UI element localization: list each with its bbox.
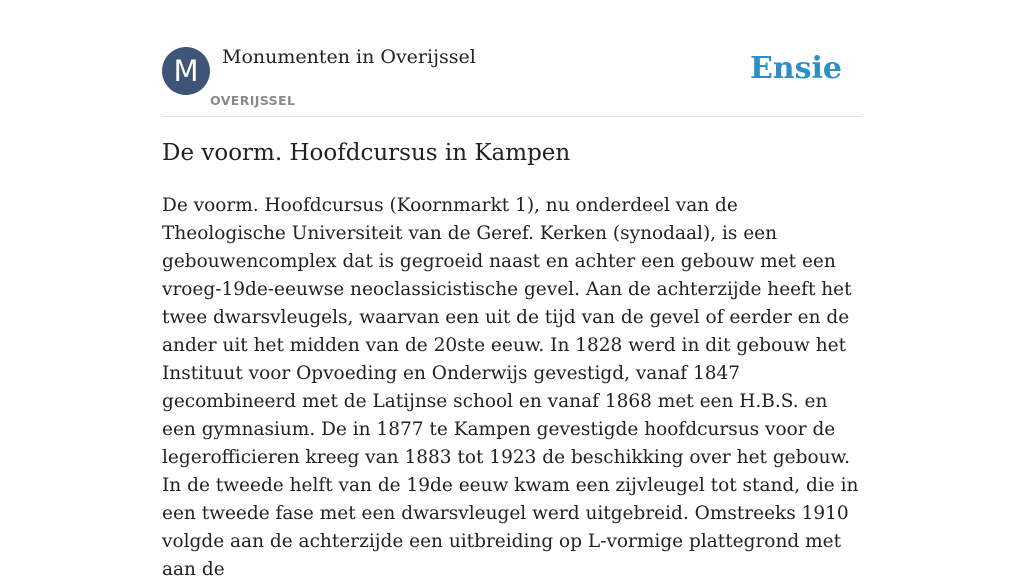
collection-title[interactable]: Monumenten in Overijssel	[222, 46, 476, 68]
brand-logo[interactable]: Ensie	[749, 51, 842, 86]
header	[162, 46, 862, 117]
collection-avatar[interactable]: M	[162, 47, 210, 95]
category-label[interactable]: OVERIJSSEL	[210, 93, 296, 108]
article-title: De voorm. Hoofdcursus in Kampen	[162, 140, 571, 166]
article-body: De voorm. Hoofdcursus (Koornmarkt 1), nu onderdeel van de Theologische Universiteit van de Geref. Kerken (synodaal), is een gebouwencomplex dat is gegroeid naast en achter een gebouw met een vroeg-19de-eeuwse neoclassicistische gevel. Aan de achterzijde heeft het twee dwarsvleugels, waarvan een uit de tijd van de gevel of eerder en de ander uit het midden van de 20ste eeuw. In 1828 werd in dit gebouw het Instituut voor Opvoeding en Onderwijs gevestigd, vanaf 1847 gecombineerd met de Latijnse school en vanaf 1868 met een H.B.S. en een gymnasium. De in 1877 te Kampen gevestigde hoofdcursus voor de legerofficieren kreeg van 1883 tot 1923 de beschikking over het gebouw. In de tweede helft van de 19de eeuw kwam een zijvleugel tot stand, die in een tweede fase met een dwarsvleugel werd uitgebreid. Omstreeks 1910 volgde aan de achterzijde een uitbreiding op L-vormige plattegrond met aan de	[162, 195, 859, 580]
